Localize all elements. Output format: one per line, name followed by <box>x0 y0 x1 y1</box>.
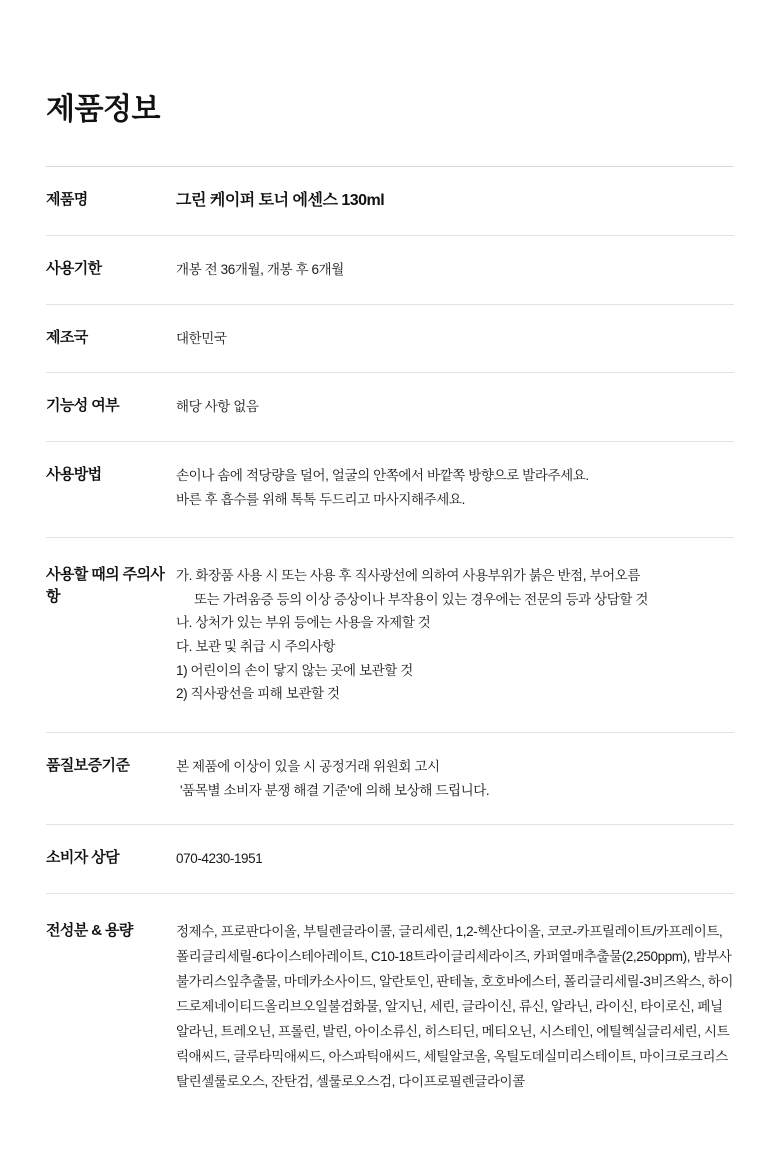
row-label-country: 제조국 <box>46 328 88 346</box>
text-line: 바른 후 흡수를 위해 톡톡 두드리고 마사지해주세요. <box>176 491 465 507</box>
table-row <box>46 825 734 894</box>
table-row <box>46 304 734 373</box>
text-line: 대한민국 <box>176 330 227 346</box>
table-row <box>46 167 734 236</box>
row-label-functionality: 기능성 여부 <box>46 397 120 415</box>
text-line: 또는 가려움증 등의 이상 증상이나 부작용이 있는 경우에는 전문의 등과 상담할 것 <box>194 591 649 607</box>
text-line: 정제수, 프로판다이올, 부틸렌글라이콜, 글리세린, 1,2-헥산다이올, 코코-카프릴레이트/카프레이트, 폴리글리세릴-6다이스테아레이트, C10-18트라이글리세라이즈, 카퍼열매추출물(2,250ppm), 밤부사 불가리스잎추출물, 마데카소사이드, 알란토인, 판테놀, 호호바에스터, 폴리글리세릴-3비즈왁스, 하이드로제네이티드올리브오일불검화물, 알지닌, 세린, 글라이신, 류신, 알라닌, 라이신, 타이로신, 페닐알라닌, 트레오닌, 프롤린, 발린, 아이소류신, 히스티딘, 메티오닌, 시스테인, 에틸헥실글리세린, 시트릭애씨드, 글루타믹애씨드, 아스파틱애씨드, 세틸알코올, 옥틸도데실미리스테이트, 마이크로크리스탈린셀룰로오스, 잔탄검, 셀룰로오스검, 다이프로필렌글라이콜 <box>176 923 734 1089</box>
row-value-cautions <box>176 538 734 733</box>
row-value-country <box>176 304 734 373</box>
row-label-ingredients: 전성분 & 용량 <box>46 921 133 939</box>
row-label-cautions <box>46 538 176 733</box>
row-value-warranty <box>176 732 734 824</box>
text-line: 다. 보관 및 취급 시 주의사항 <box>176 639 336 654</box>
text-line: '품목별 소비자 분쟁 해결 기준'에 의해 보상해 드립니다. <box>180 782 490 798</box>
table-row <box>46 373 734 442</box>
text-line: 해당 사항 없음 <box>176 399 259 415</box>
row-label-how-to-use: 사용방법 <box>46 465 102 483</box>
text-line: 2) 직사광선을 피해 보관할 것 <box>176 686 340 702</box>
text-line: 사용할 때의 <box>46 566 120 584</box>
text-line: 주의사항 <box>46 566 165 605</box>
text-line: 가. 화장품 사용 시 또는 사용 후 직사광선에 의하여 사용부위가 붉은 반점, 부어오름 <box>176 568 641 584</box>
text-line: 그린 케이퍼 토너 에센스 130ml <box>176 192 385 209</box>
text-line: 070-4230-1951 <box>176 851 263 867</box>
row-value-functionality <box>176 373 734 442</box>
text-line: 손이나 솜에 적당량을 덜어, 얼굴의 안쪽에서 바깥쪽 방향으로 발라주세요. <box>176 467 589 483</box>
row-value-product-name <box>176 167 734 236</box>
table-row <box>46 441 734 537</box>
row-label-warranty: 품질보증기준 <box>46 756 130 774</box>
row-label-expiry: 사용기한 <box>46 260 102 277</box>
table-row <box>46 236 734 305</box>
table-row <box>46 732 734 824</box>
row-value-customer-service <box>176 825 734 894</box>
row-value-how-to-use <box>176 441 734 537</box>
row-label-product-name: 제품명 <box>46 191 88 208</box>
row-value-expiry <box>176 236 734 305</box>
text-line: 1) 어린이의 손이 닿지 않는 곳에 보관할 것 <box>176 662 413 678</box>
table-row <box>46 538 734 733</box>
row-value-ingredients <box>176 893 734 1124</box>
text-line: 나. 상처가 있는 부위 등에는 사용을 자제할 것 <box>176 615 431 631</box>
text-line: 개봉 전 36개월, 개봉 후 6개월 <box>176 262 344 277</box>
product-info-table <box>46 166 734 1125</box>
table-row <box>46 893 734 1124</box>
text-line: 본 제품에 이상이 있을 시 공정거래 위원회 고시 <box>176 758 440 774</box>
page-title: 제품정보 <box>46 93 160 126</box>
row-label-customer-service: 소비자 상담 <box>46 849 120 867</box>
